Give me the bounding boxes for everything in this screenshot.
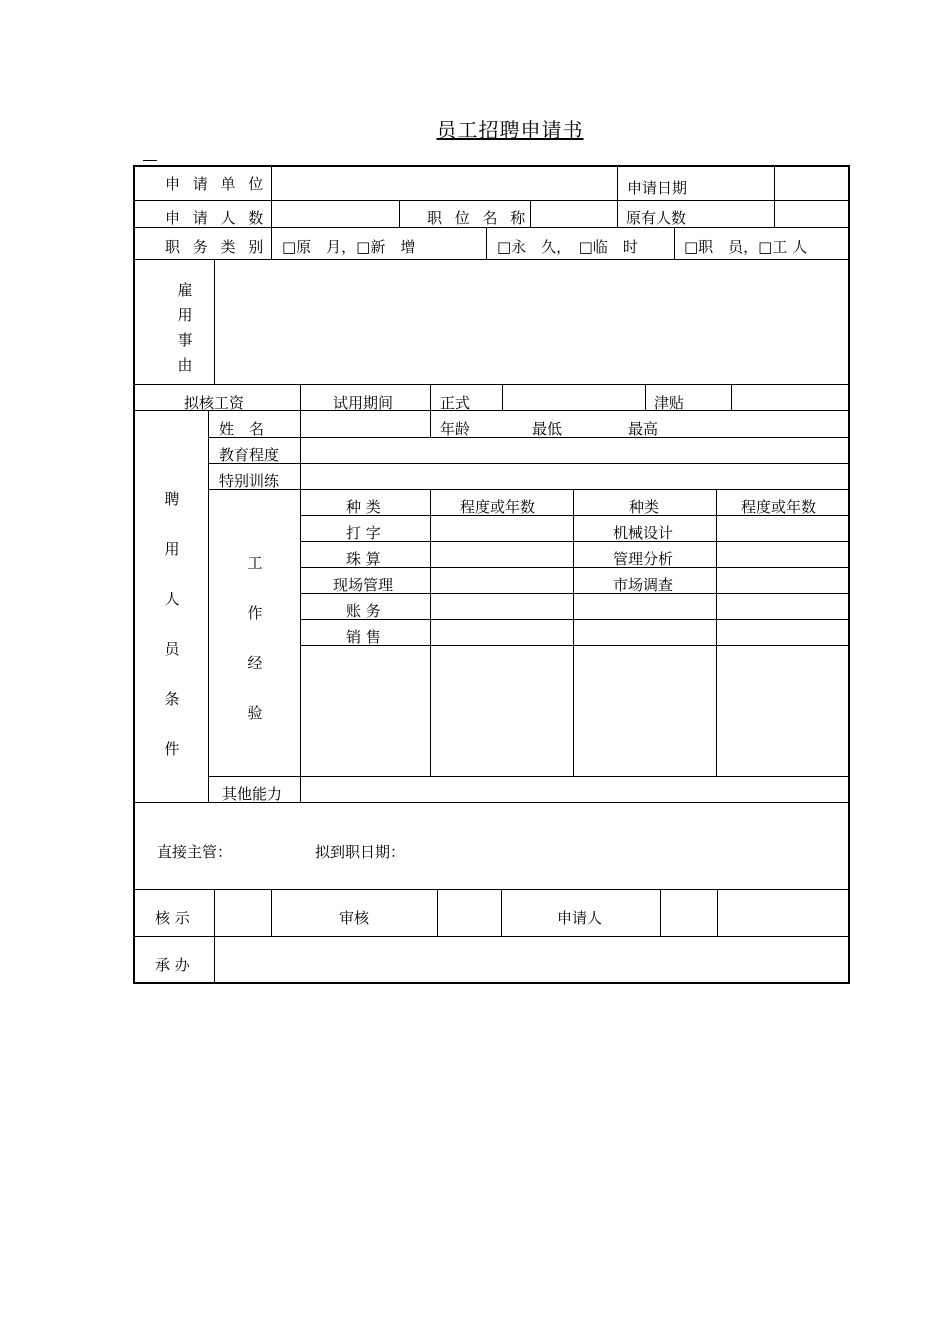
row-line — [134, 259, 848, 260]
age-min-label: 最低 — [532, 420, 563, 438]
age-label: 年龄 — [440, 420, 471, 438]
col-line — [617, 166, 618, 228]
job-category-option-1[interactable]: □原 月，□新 增 — [282, 238, 416, 256]
unit-label: 申 请 单 位 — [165, 175, 268, 193]
col-line — [486, 227, 487, 260]
job-category-option-2[interactable]: □永 久， □临 时 — [497, 238, 638, 256]
count-label: 申 请 人 数 — [165, 209, 268, 227]
row-line — [208, 463, 848, 464]
row-line — [134, 384, 848, 385]
applicant-label: 申请人 — [557, 909, 603, 927]
table-border-top — [133, 165, 850, 167]
col-line — [674, 227, 675, 260]
skill-abacus: 珠 算 — [346, 550, 381, 568]
direct-supervisor-label: 直接主管： — [157, 843, 233, 861]
col-line — [530, 200, 531, 228]
col-line — [660, 889, 661, 937]
date-label: 申请日期 — [627, 179, 688, 197]
exp-header-type-1: 种 类 — [346, 498, 381, 516]
col-line — [502, 384, 503, 411]
row-line — [208, 776, 848, 777]
review-label: 审核 — [339, 909, 370, 927]
row-line — [134, 889, 848, 890]
col-line — [208, 410, 209, 803]
skill-accounting: 账 务 — [346, 602, 381, 620]
table-border-right — [848, 165, 850, 984]
col-line — [731, 384, 732, 411]
row-line — [300, 619, 848, 620]
col-line — [774, 166, 775, 228]
row-line — [208, 437, 848, 438]
handle-label: 承 办 — [155, 956, 190, 974]
exp-header-level-2: 程度或年数 — [741, 498, 817, 516]
skill-management-analysis: 管理分析 — [613, 550, 674, 568]
reason-label: 雇 用 事 由 — [177, 281, 193, 374]
col-line — [717, 889, 718, 937]
col-line — [399, 200, 400, 228]
conditions-label: 聘 用 人 员 条 件 — [164, 490, 180, 758]
col-line — [300, 384, 301, 411]
name-label: 姓 名 — [219, 420, 265, 438]
col-line — [573, 489, 574, 777]
exp-header-type-2: 种类 — [629, 498, 660, 516]
verify-label: 核 示 — [155, 909, 190, 927]
existing-count-label: 原有人数 — [626, 209, 687, 227]
formal-label: 正式 — [440, 394, 471, 412]
col-line — [430, 384, 431, 411]
skill-typing: 打 字 — [346, 524, 381, 542]
col-line — [430, 410, 431, 438]
row-line — [300, 645, 848, 646]
col-line — [645, 384, 646, 411]
age-max-label: 最高 — [628, 420, 659, 438]
col-line — [214, 259, 215, 385]
row-line — [134, 227, 848, 228]
skill-market-research: 市场调查 — [613, 576, 674, 594]
col-line — [437, 889, 438, 937]
job-category-label: 职 务 类 别 — [165, 238, 268, 256]
row-line — [300, 541, 848, 542]
experience-label: 工 作 经 验 — [247, 554, 263, 722]
education-label: 教育程度 — [219, 446, 280, 464]
col-line — [716, 489, 717, 777]
row-line — [300, 567, 848, 568]
row-line — [134, 936, 848, 937]
document-title: 员工招聘申请书 — [436, 118, 584, 142]
allowance-label: 津贴 — [654, 394, 685, 412]
col-line — [271, 889, 272, 937]
row-line — [208, 489, 848, 490]
probation-label: 试用期间 — [333, 394, 394, 412]
other-abilities-label: 其他能力 — [222, 785, 283, 803]
col-line — [501, 889, 502, 937]
skill-sales: 销 售 — [346, 628, 381, 646]
col-line — [271, 166, 272, 260]
row-line — [134, 200, 848, 201]
training-label: 特别训练 — [219, 472, 280, 490]
position-label: 职 位 名 称 — [427, 209, 530, 227]
table-border-bottom — [133, 982, 850, 984]
col-line — [214, 889, 215, 983]
start-date-label: 拟到职日期： — [315, 843, 406, 861]
salary-label: 拟核工资 — [184, 394, 245, 412]
col-line — [430, 489, 431, 777]
skill-site-management: 现场管理 — [333, 576, 394, 594]
table-border-left — [133, 165, 135, 984]
skill-mechanical-design: 机械设计 — [613, 524, 674, 542]
exp-header-level-1: 程度或年数 — [460, 498, 536, 516]
col-line — [300, 410, 301, 803]
job-category-option-3[interactable]: □职 员，□工 人 — [684, 238, 808, 256]
